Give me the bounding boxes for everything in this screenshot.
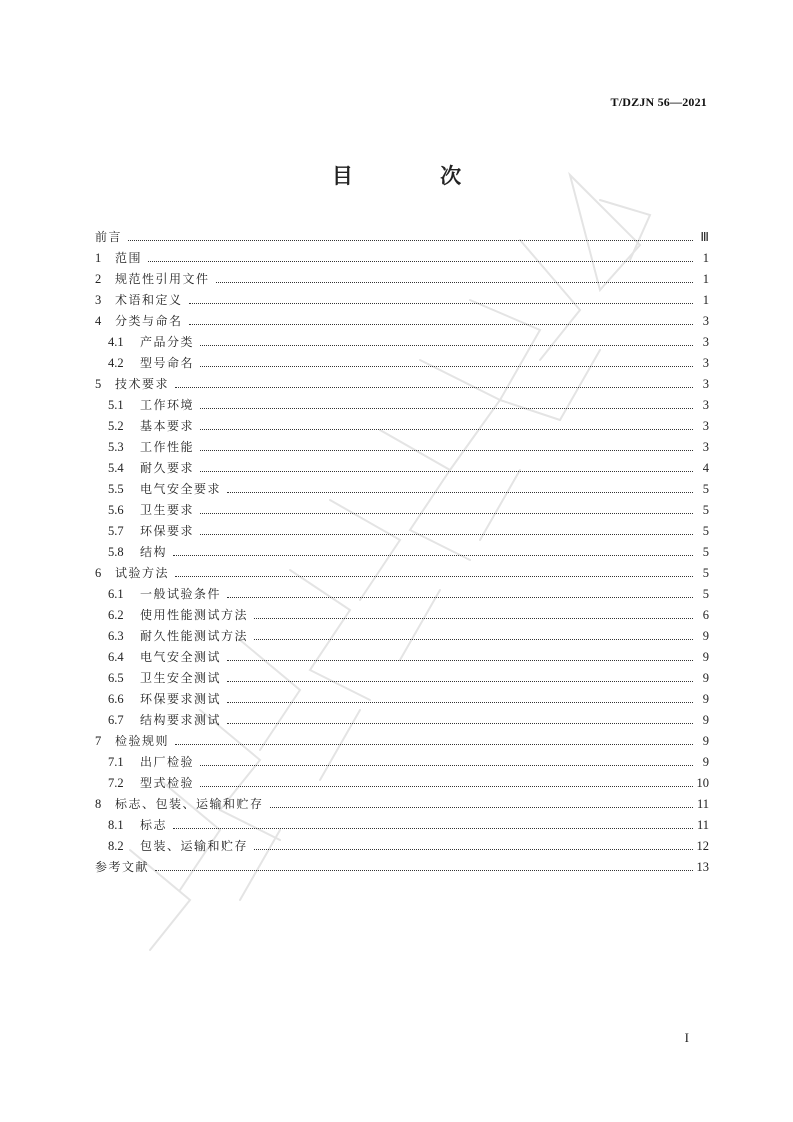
toc-entry-page: 9 — [702, 671, 709, 685]
toc-entry-page: 3 — [702, 314, 709, 328]
toc-entry-label: 卫生安全测试 — [140, 671, 222, 685]
toc-entry-label: 术语和定义 — [115, 293, 183, 307]
toc-entry-page: 5 — [702, 482, 709, 496]
toc-entry-page: 1 — [702, 251, 709, 265]
toc-entry[interactable] — [95, 354, 709, 375]
toc-entry-number: 5.4 — [108, 461, 124, 475]
toc-entry-page: 5 — [702, 524, 709, 538]
toc-entry[interactable] — [95, 585, 709, 606]
dot-leader — [200, 512, 693, 514]
toc-entry-label: 工作性能 — [140, 440, 195, 454]
toc-entry[interactable] — [95, 753, 709, 774]
toc-entry[interactable] — [95, 795, 709, 816]
toc-entry-label: 使用性能测试方法 — [140, 608, 249, 622]
dot-leader — [227, 701, 693, 703]
dot-leader — [173, 554, 693, 556]
toc-entry-page: 3 — [702, 335, 709, 349]
toc-entry[interactable] — [95, 837, 709, 858]
toc-entry[interactable] — [95, 606, 709, 627]
toc-entry-number: 6.1 — [108, 587, 124, 601]
toc-entry-label: 型号命名 — [140, 356, 195, 370]
page-number: I — [684, 1030, 689, 1045]
toc-entry[interactable] — [95, 438, 709, 459]
toc-entry-label: 参考文献 — [95, 860, 150, 874]
toc-entry[interactable] — [95, 480, 709, 501]
toc-entry-page: 13 — [696, 860, 709, 874]
toc-entry-label: 一般试验条件 — [140, 587, 222, 601]
toc-entry-number: 5.5 — [108, 482, 124, 496]
toc-entry-page: 5 — [702, 587, 709, 601]
toc-entry-label: 卫生要求 — [140, 503, 195, 517]
toc-entry-page: 9 — [702, 755, 709, 769]
toc-entry-page: 11 — [696, 797, 709, 811]
toc-entry-label: 结构 — [140, 545, 168, 559]
toc-entry-number: 7.2 — [108, 776, 124, 790]
dot-leader — [200, 449, 693, 451]
toc-entry[interactable] — [95, 627, 709, 648]
toc-entry-label: 规范性引用文件 — [115, 272, 210, 286]
dot-leader — [200, 470, 693, 472]
dot-leader — [227, 491, 693, 493]
toc-entry[interactable] — [95, 648, 709, 669]
toc-entry-number: 6.5 — [108, 671, 124, 685]
toc-entry-number: 2 — [95, 272, 102, 286]
toc-entry-label: 环保要求测试 — [140, 692, 222, 706]
toc-entry-label: 工作环境 — [140, 398, 195, 412]
toc-entry-page: 3 — [702, 377, 709, 391]
toc-entry-label: 出厂检验 — [140, 755, 195, 769]
toc-entry-number: 8.1 — [108, 818, 124, 832]
toc-entry[interactable] — [95, 816, 709, 837]
dot-leader — [254, 617, 693, 619]
toc-entry-page: 11 — [696, 818, 709, 832]
toc-entry-number: 4 — [95, 314, 102, 328]
toc-entry-label: 标志、包装、运输和贮存 — [115, 797, 264, 811]
toc-entry[interactable] — [95, 249, 709, 270]
dot-leader — [200, 428, 693, 430]
toc-entry-number: 5.6 — [108, 503, 124, 517]
toc-entry-page: 9 — [702, 734, 709, 748]
dot-leader — [227, 659, 693, 661]
dot-leader — [200, 407, 693, 409]
toc-entry-label: 范围 — [115, 251, 143, 265]
dot-leader — [200, 785, 692, 787]
dot-leader — [227, 722, 693, 724]
toc-entry-page: 9 — [702, 629, 709, 643]
toc-entry-page: 3 — [702, 419, 709, 433]
toc-entry-number: 7 — [95, 734, 102, 748]
toc-entry[interactable] — [95, 270, 709, 291]
toc-entry-page: 5 — [702, 566, 709, 580]
dot-leader — [175, 743, 693, 745]
dot-leader — [200, 344, 693, 346]
toc-entry[interactable] — [95, 690, 709, 711]
toc-entry[interactable] — [95, 333, 709, 354]
toc-entry-page: 5 — [702, 545, 709, 559]
toc-entry[interactable] — [95, 501, 709, 522]
standard-code: T/DZJN 56—2021 — [610, 95, 707, 109]
toc-entry-page: Ⅲ — [700, 230, 709, 244]
dot-leader — [270, 806, 693, 808]
toc-entry[interactable] — [95, 858, 709, 879]
toc-entry-label: 分类与命名 — [115, 314, 183, 328]
toc-entry-page: 12 — [696, 839, 709, 853]
toc-entry-label: 标志 — [140, 818, 168, 832]
toc-entry-label: 耐久要求 — [140, 461, 195, 475]
toc-entry-label: 产品分类 — [140, 335, 195, 349]
toc-entry[interactable] — [95, 774, 709, 795]
toc-entry[interactable] — [95, 375, 709, 396]
toc-entry-page: 6 — [702, 608, 709, 622]
toc-entry[interactable] — [95, 228, 709, 249]
toc-entry-number: 5.1 — [108, 398, 124, 412]
dot-leader — [128, 239, 693, 241]
dot-leader — [254, 638, 693, 640]
dot-leader — [200, 365, 693, 367]
dot-leader — [200, 533, 693, 535]
toc-entry-label: 技术要求 — [115, 377, 170, 391]
toc-entry-page: 10 — [696, 776, 709, 790]
toc-entry-page: 9 — [702, 692, 709, 706]
toc-entry-label: 包装、运输和贮存 — [140, 839, 249, 853]
toc-entry-number: 7.1 — [108, 755, 124, 769]
toc-entry[interactable] — [95, 543, 709, 564]
dot-leader — [254, 848, 692, 850]
toc-entry[interactable] — [95, 291, 709, 312]
toc-entry-number: 6.3 — [108, 629, 124, 643]
toc-entry[interactable] — [95, 459, 709, 480]
toc-entry-number: 6.7 — [108, 713, 124, 727]
toc-entry-page: 1 — [702, 293, 709, 307]
toc-entry-label: 前言 — [95, 230, 123, 244]
toc-entry[interactable] — [95, 522, 709, 543]
toc-entry-label: 试验方法 — [115, 566, 170, 580]
toc-entry-page: 9 — [702, 713, 709, 727]
toc-entry-number: 4.1 — [108, 335, 124, 349]
toc-entry-page: 9 — [702, 650, 709, 664]
toc-entry-number: 5 — [95, 377, 102, 391]
toc-entry-label: 电气安全测试 — [140, 650, 222, 664]
toc-entry-label: 检验规则 — [115, 734, 170, 748]
toc-entry[interactable] — [95, 669, 709, 690]
toc-entry-number: 6 — [95, 566, 102, 580]
toc-entry[interactable] — [95, 396, 709, 417]
dot-leader — [148, 260, 693, 262]
toc-entry-number: 5.3 — [108, 440, 124, 454]
toc-entry-page: 4 — [702, 461, 709, 475]
toc-entry-page: 5 — [702, 503, 709, 517]
toc-entry-label: 型式检验 — [140, 776, 195, 790]
dot-leader — [227, 680, 693, 682]
dot-leader — [227, 596, 693, 598]
toc-entry-page: 3 — [702, 356, 709, 370]
toc-entry[interactable] — [95, 564, 709, 585]
toc-entry-label: 结构要求测试 — [140, 713, 222, 727]
dot-leader — [200, 764, 693, 766]
toc-entry-number: 5.2 — [108, 419, 124, 433]
table-of-contents — [95, 228, 709, 879]
toc-entry-label: 耐久性能测试方法 — [140, 629, 249, 643]
toc-entry[interactable] — [95, 312, 709, 333]
toc-entry-number: 4.2 — [108, 356, 124, 370]
dot-leader — [173, 827, 693, 829]
toc-entry-number: 3 — [95, 293, 102, 307]
dot-leader — [175, 386, 693, 388]
toc-entry-label: 电气安全要求 — [140, 482, 222, 496]
toc-entry[interactable] — [95, 711, 709, 732]
toc-entry-page: 1 — [702, 272, 709, 286]
toc-entry-number: 5.7 — [108, 524, 124, 538]
toc-entry-page: 3 — [702, 398, 709, 412]
toc-entry-number: 1 — [95, 251, 102, 265]
toc-entry-number: 5.8 — [108, 545, 124, 559]
toc-entry-number: 6.6 — [108, 692, 124, 706]
page-title: 目 次 — [331, 164, 502, 188]
toc-entry-number: 6.2 — [108, 608, 124, 622]
dot-leader — [189, 302, 693, 304]
dot-leader — [189, 323, 693, 325]
toc-entry[interactable] — [95, 732, 709, 753]
dot-leader — [216, 281, 693, 283]
toc-entry-page: 3 — [702, 440, 709, 454]
toc-entry-number: 8 — [95, 797, 102, 811]
toc-entry-label: 环保要求 — [140, 524, 195, 538]
dot-leader — [155, 869, 692, 871]
toc-entry-number: 8.2 — [108, 839, 124, 853]
toc-entry-label: 基本要求 — [140, 419, 195, 433]
toc-entry-number: 6.4 — [108, 650, 124, 664]
toc-entry[interactable] — [95, 417, 709, 438]
dot-leader — [175, 575, 693, 577]
